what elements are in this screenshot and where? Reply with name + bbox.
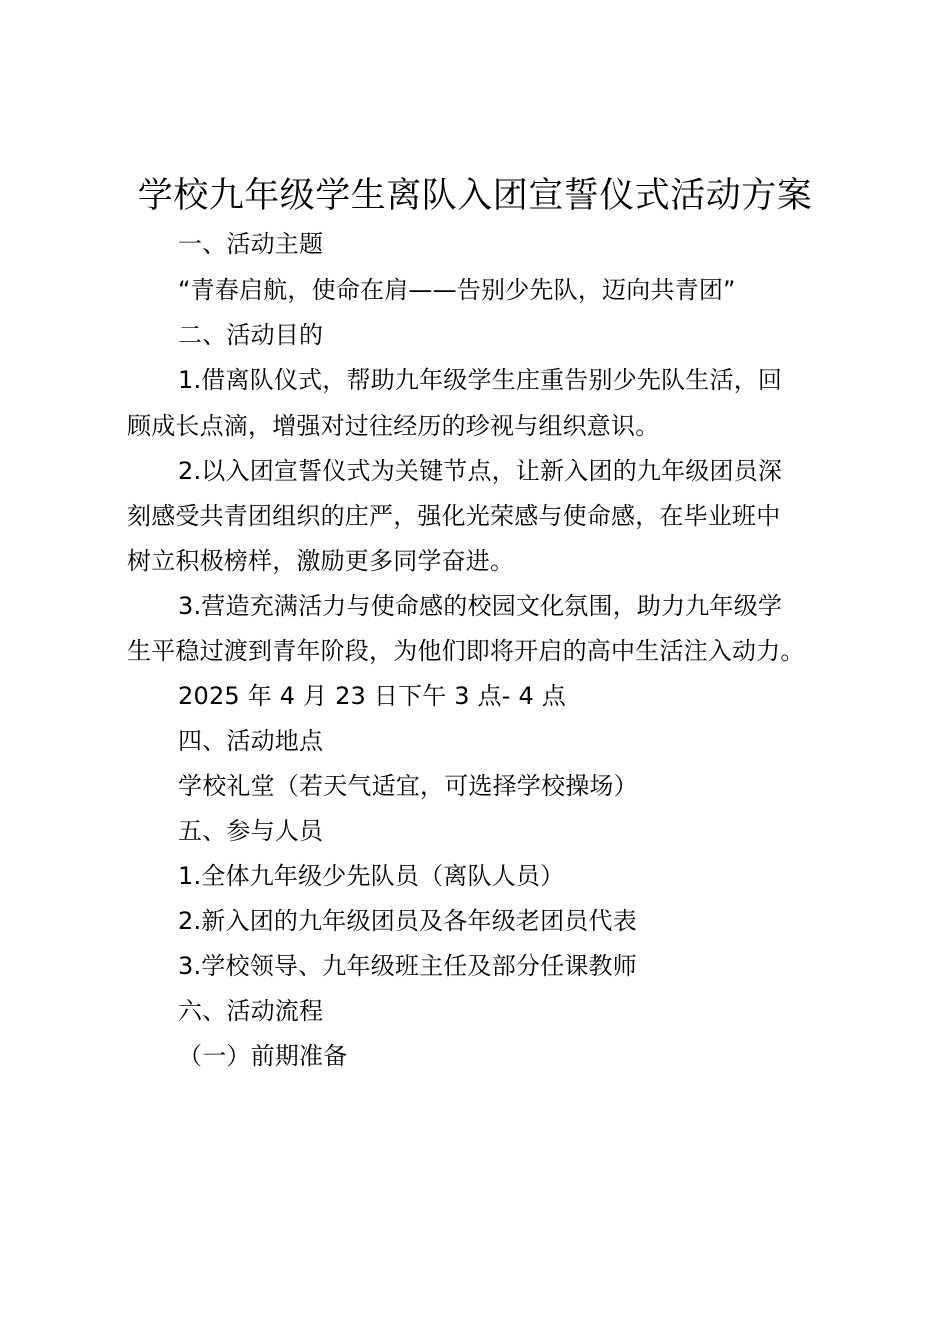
section-heading-theme: 一、活动主题	[178, 230, 324, 258]
purpose-item-2-line-1: 2.以入团宣誓仪式为关键节点，让新入团的九年级团员深	[178, 457, 783, 485]
process-subheading-preparation: （一）前期准备	[178, 1042, 348, 1070]
purpose-item-3-line-1: 3.营造充满活力与使命感的校园文化氛围，助力九年级学	[178, 592, 783, 620]
purpose-item-1-line-1: 1.借离队仪式，帮助九年级学生庄重告别少先队生活，回	[178, 366, 783, 394]
purpose-item-1-line-2: 顾成长点滴，增强对过往经历的珍视与组织意识。	[127, 412, 660, 440]
activity-time: 2025 年 4 月 23 日下午 3 点- 4 点	[178, 682, 566, 710]
section-heading-participants: 五、参与人员	[178, 817, 324, 845]
participant-item-1: 1.全体九年级少先队员（离队人员）	[178, 862, 565, 890]
section-heading-process: 六、活动流程	[178, 997, 324, 1025]
document-title: 学校九年级学生离队入团宣誓仪式活动方案	[137, 176, 813, 216]
theme-text: “青春启航，使命在肩——告别少先队，迈向共青团”	[178, 276, 736, 304]
section-heading-purpose: 二、活动目的	[178, 321, 324, 349]
purpose-item-3-line-2: 生平稳过渡到青年阶段，为他们即将开启的高中生活注入动力。	[127, 637, 805, 665]
section-heading-location: 四、活动地点	[178, 727, 324, 755]
participant-item-3: 3.学校领导、九年级班主任及部分任课教师	[178, 952, 637, 980]
purpose-item-2-line-3: 树立积极榜样，激励更多同学奋进。	[127, 547, 515, 575]
purpose-item-2-line-2: 刻感受共青团组织的庄严，强化光荣感与使命感，在毕业班中	[127, 502, 781, 530]
participant-item-2: 2.新入团的九年级团员及各年级老团员代表	[178, 907, 637, 935]
location-text: 学校礼堂（若天气适宜，可选择学校操场）	[178, 772, 638, 800]
